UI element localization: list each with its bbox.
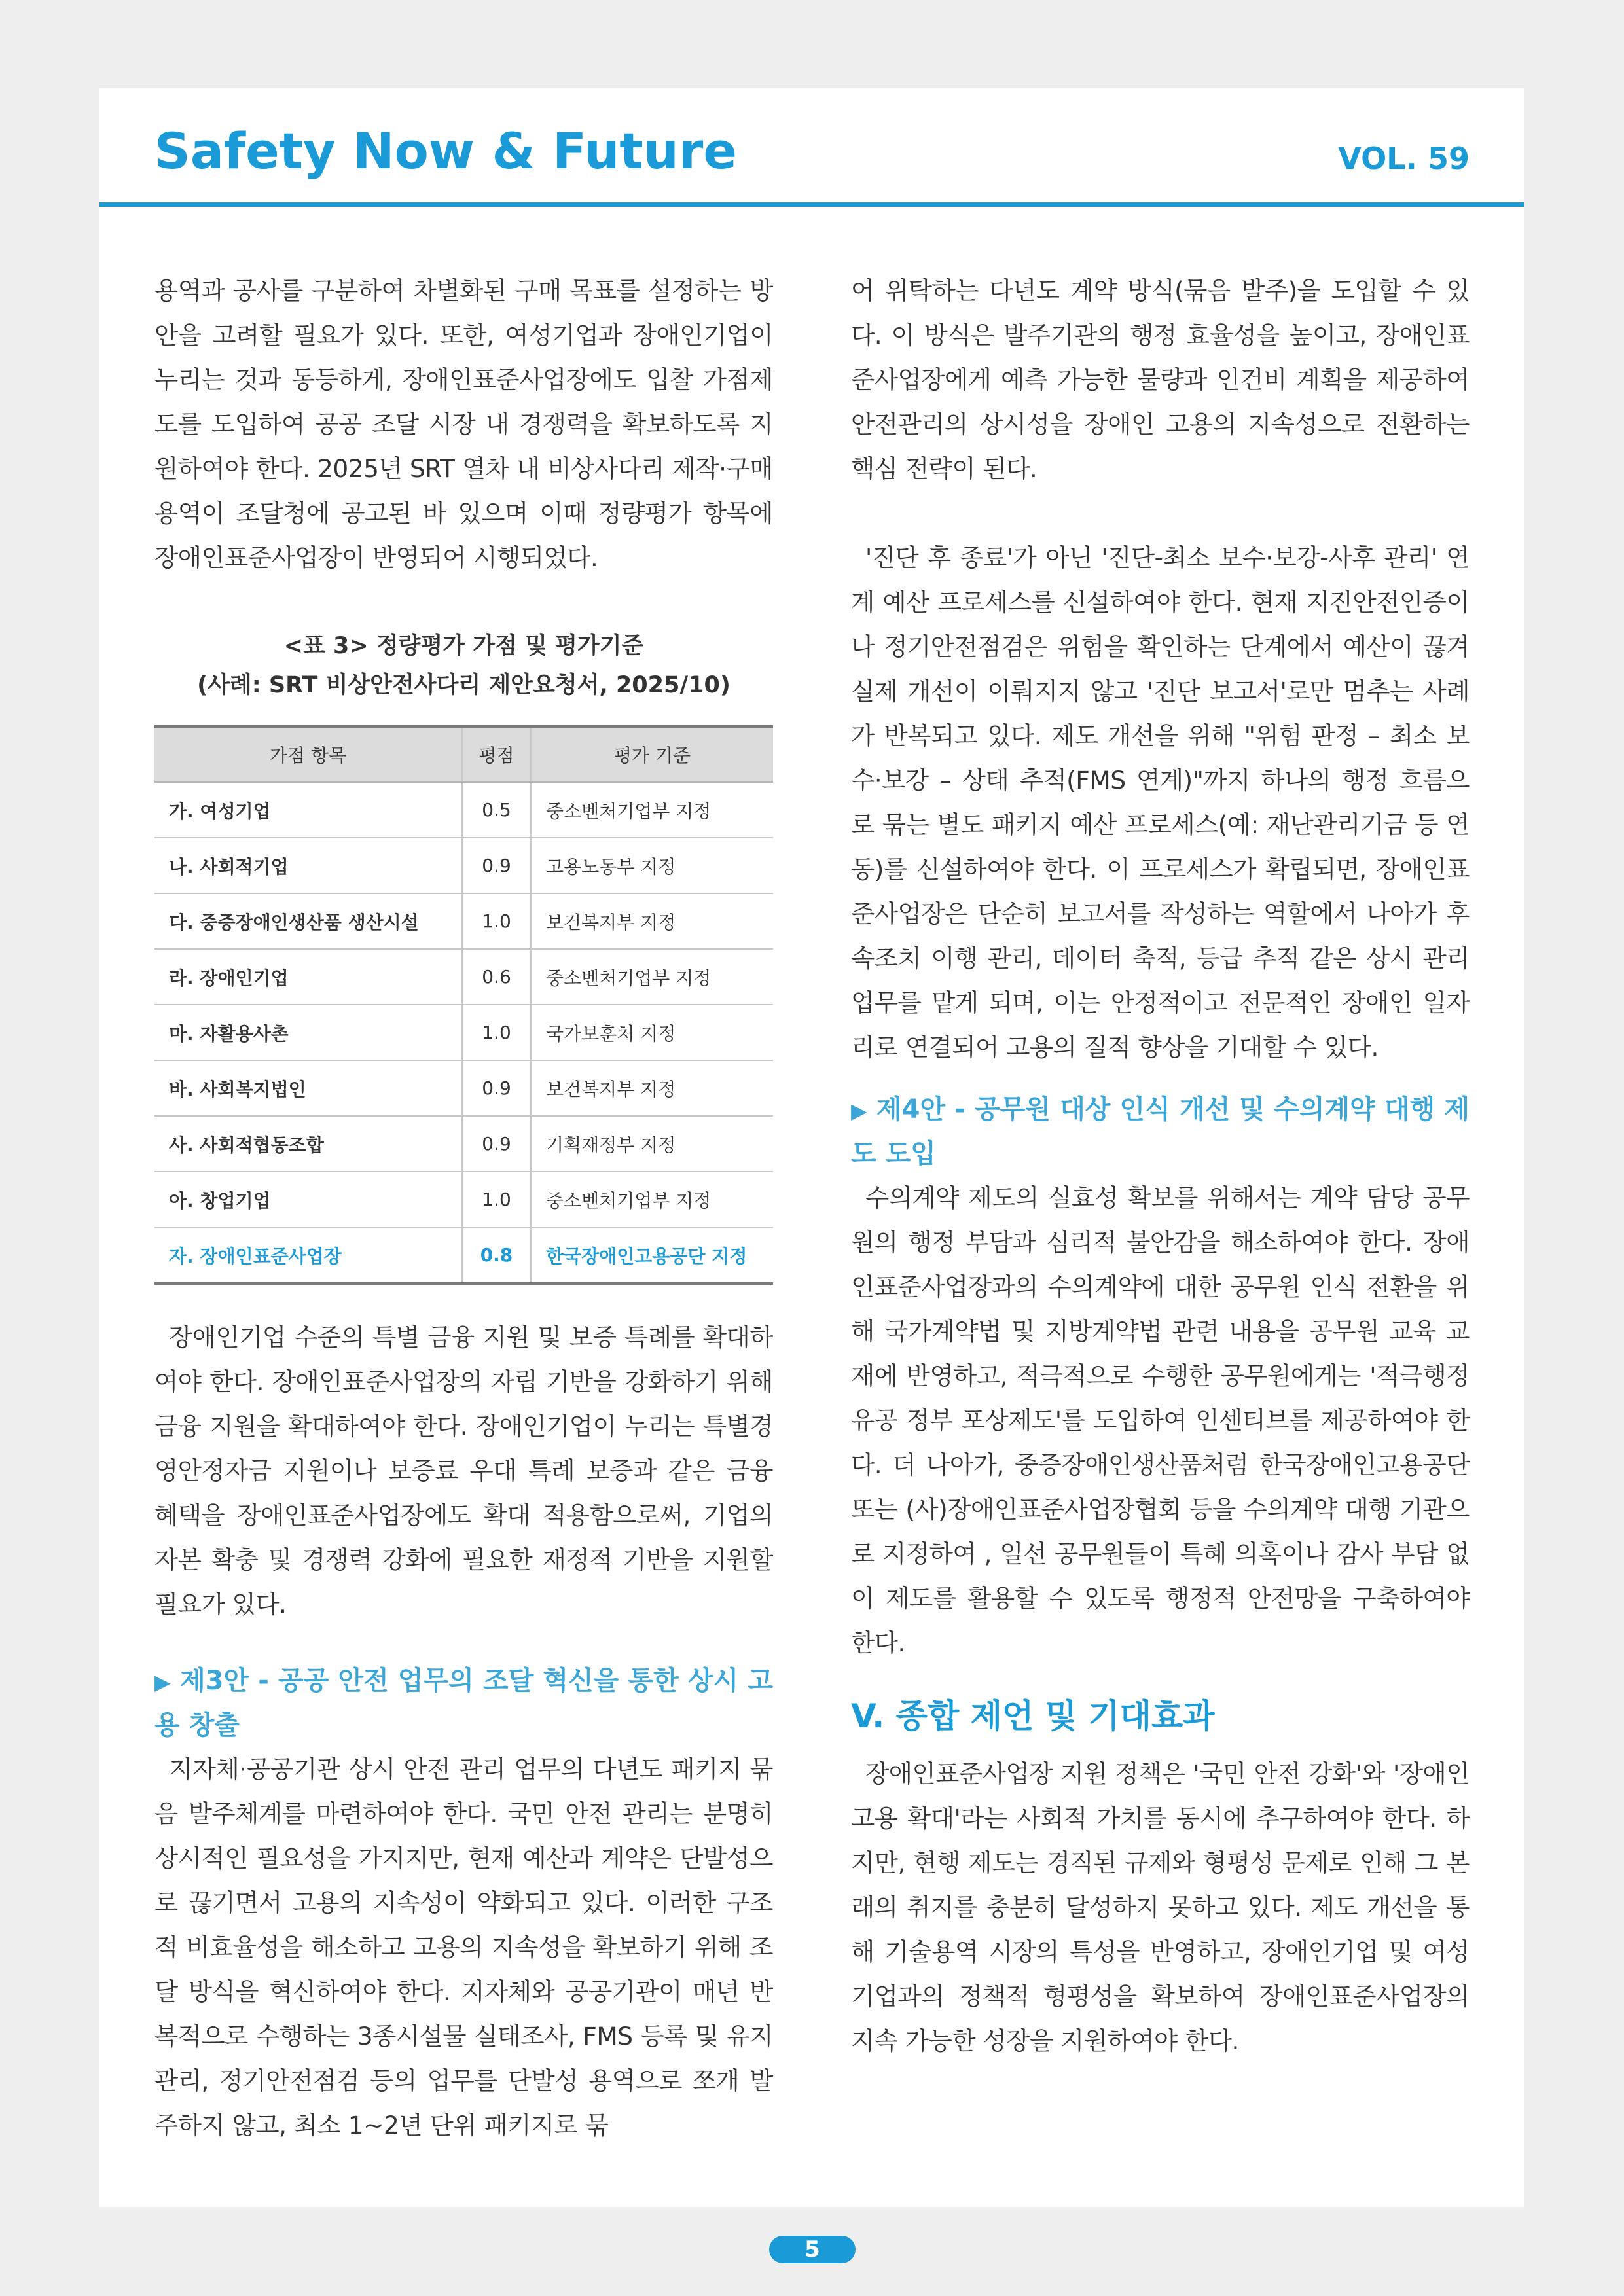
cell-score: 1.0 xyxy=(462,1005,531,1060)
cell-item: 바. 사회복지법인 xyxy=(154,1060,462,1116)
cell-score: 0.5 xyxy=(462,782,531,838)
paragraph: '진단 후 종료'가 아닌 '진단-최소 보수·보강-사후 관리' 연계 예산 프로세스를 신설하여야 한다. 현재 지진안전인증이나 정기안전점검은 위험을 확인하는 단계에서 예산이 끊겨 실제 개선이 이뤄지지 않고 '진단 보고서'로만 멈추는 사례가 반복되고 있다. 제도 개선을 위해 "위험 판정 – 최소 보수·보강 – 상태 추적(FMS 연계)"까지 하나의 행정 흐름으로 묶는 별도 패키지 예산 프로세스(예: 재난관리기금 등 연동)를 신설하여야 한다. 이 프로세스가 확립되면, 장애인표준사업장은 단순히 보고서를 작성하는 역할에서 나아가 후속조치 이행 관리, 데이터 축적, 등급 추적 같은 상시 관리 업무를 맡게 되며, 이는 안정적이고 전문적인 장애인 일자리로 연결되어 고용의 질적 향상을 기대할 수 있다. xyxy=(851,543,1470,1062)
right-column xyxy=(851,268,1470,2063)
header-score: 평점 xyxy=(462,726,531,782)
paragraph: 용역과 공사를 구분하여 차별화된 구매 목표를 설정하는 방안을 고려할 필요가 있다. 또한, 여성기업과 장애인기업이 누리는 것과 동등하게, 장애인표준사업장에도 입찰 가점제도를 도입하여 공공 조달 시장 내 경쟁력을 확보하도록 지원하여야 한다. 2025년 SRT 열차 내 비상사다리 제작·구매 용역이 조달청에 공고된 바 있으며 이때 정량평가 항목에 장애인표준사업장이 반영되어 시행되었다. xyxy=(154,276,773,572)
section-heading-text: 제4안 - 공무원 대상 인식 개선 및 수의계약 대행 제도 도입 xyxy=(851,1094,1470,1169)
cell-score: 0.6 xyxy=(462,949,531,1005)
cell-item: 사. 사회적협동조합 xyxy=(154,1116,462,1172)
cell-score: 1.0 xyxy=(462,1172,531,1227)
table-row xyxy=(154,1005,773,1060)
cell-criteria: 한국장애인고용공단 지정 xyxy=(531,1227,773,1283)
triangle-marker-icon: ▶ xyxy=(154,1670,171,1695)
cell-criteria: 고용노동부 지정 xyxy=(531,838,773,893)
evaluation-table xyxy=(154,725,773,1285)
left-column xyxy=(154,268,773,2147)
cell-criteria: 기획재정부 지정 xyxy=(531,1116,773,1172)
paragraph: 수의계약 제도의 실효성 확보를 위해서는 계약 담당 공무원의 행정 부담과 심리적 불안감을 해소하여야 한다. 장애인표준사업장과의 수의계약에 대한 공무원 인식 전환을 위해 국가계약법 및 지방계약법 관련 내용을 공무원 교육 교재에 반영하고, 적극적으로 수행한 공무원에게는 '적극행정 유공 정부 포상제도'를 도입하여 인센티브를 제공하여야 한다. 더 나아가, 중증장애인생산품처럼 한국장애인고용공단 또는 (사)장애인표준사업장협회 등을 수의계약 대행 기관으로 지정하여 , 일선 공무원들이 특혜 의혹이나 감사 부담 없이 제도를 활용할 수 있도록 행정적 안전망을 구축하여야 한다. xyxy=(851,1183,1470,1657)
cell-score: 0.9 xyxy=(462,1116,531,1172)
section-heading-3 xyxy=(154,1659,773,1747)
table-row xyxy=(154,1116,773,1172)
header-item: 가점 항목 xyxy=(154,726,462,782)
cell-criteria: 중소벤처기업부 지정 xyxy=(531,782,773,838)
cell-criteria: 중소벤처기업부 지정 xyxy=(531,1172,773,1227)
paragraph: 지자체·공공기관 상시 안전 관리 업무의 다년도 패키지 묶음 발주체계를 마련하여야 한다. 국민 안전 관리는 분명히 상시적인 필요성을 가지지만, 현재 예산과 계약은 단발성으로 끊기면서 고용의 지속성이 약화되고 있다. 이러한 구조적 비효율성을 해소하고 고용의 지속성을 확보하기 위해 조달 방식을 혁신하여야 한다. 지자체와 공공기관이 매년 반복적으로 수행하는 3종시설물 실태조사, FMS 등록 및 유지관리, 정기안전점검 등의 업무를 단발성 용역으로 쪼개 발주하지 않고, 최소 1~2년 단위 패키지로 묶 xyxy=(154,1755,773,2140)
table-row xyxy=(154,782,773,838)
header-divider xyxy=(99,202,1524,207)
table-row xyxy=(154,949,773,1005)
cell-criteria: 보건복지부 지정 xyxy=(531,893,773,949)
cell-item: 라. 장애인기업 xyxy=(154,949,462,1005)
paragraph: 장애인표준사업장 지원 정책은 '국민 안전 강화'와 '장애인 고용 확대'라는 사회적 가치를 동시에 추구하여야 한다. 하지만, 현행 제도는 경직된 규제와 형평성 문제로 인해 그 본래의 취지를 충분히 달성하지 못하고 있다. 제도 개선을 통해 기술용역 시장의 특성을 반영하고, 장애인기업 및 여성기업과의 정책적 형평성을 확보하여 장애인표준사업장의 지속 가능한 성장을 지원하여야 한다. xyxy=(851,1759,1470,2055)
cell-item: 나. 사회적기업 xyxy=(154,838,462,893)
section-heading-text: 제3안 - 공공 안전 업무의 조달 혁신을 통한 상시 고용 창출 xyxy=(154,1666,773,1740)
cell-criteria: 보건복지부 지정 xyxy=(531,1060,773,1116)
cell-item: 다. 중증장애인생산품 생산시설 xyxy=(154,893,462,949)
header-criteria: 평가 기준 xyxy=(531,726,773,782)
chapter-heading: V. 종합 제언 및 기대효과 xyxy=(851,1697,1215,1735)
cell-item: 자. 장애인표준사업장 xyxy=(154,1227,462,1283)
table-caption-subtitle: (사례: SRT 비상안전사다리 제안요청서, 2025/10) xyxy=(197,672,731,698)
table-row xyxy=(154,1060,773,1116)
cell-score: 0.8 xyxy=(462,1227,531,1283)
cell-item: 아. 창업기업 xyxy=(154,1172,462,1227)
cell-item: 마. 자활용사촌 xyxy=(154,1005,462,1060)
cell-score: 1.0 xyxy=(462,893,531,949)
cell-criteria: 중소벤처기업부 지정 xyxy=(531,949,773,1005)
table-row xyxy=(154,1172,773,1227)
triangle-marker-icon: ▶ xyxy=(851,1098,867,1123)
table-row xyxy=(154,838,773,893)
page-number-badge: 5 xyxy=(769,2236,856,2263)
volume-label: VOL. 59 xyxy=(1338,141,1470,176)
paragraph: 어 위탁하는 다년도 계약 방식(묶음 발주)을 도입할 수 있다. 이 방식은 발주기관의 행정 효율성을 높이고, 장애인표준사업장에게 예측 가능한 물량과 인건비 계획을 제공하여 안전관리의 상시성을 장애인 고용의 지속성으로 전환하는 핵심 전략이 된다. xyxy=(851,276,1470,483)
table-row-highlighted xyxy=(154,1227,773,1283)
table-row xyxy=(154,893,773,949)
cell-score: 0.9 xyxy=(462,838,531,893)
cell-criteria: 국가보훈처 지정 xyxy=(531,1005,773,1060)
magazine-title: Safety Now & Future xyxy=(154,122,737,180)
cell-score: 0.9 xyxy=(462,1060,531,1116)
table-header-row xyxy=(154,726,773,782)
cell-item: 가. 여성기업 xyxy=(154,782,462,838)
table-caption-title: <표 3> 정량평가 가점 및 평가기준 xyxy=(283,633,644,659)
paragraph: 장애인기업 수준의 특별 금융 지원 및 보증 특례를 확대하여야 한다. 장애인표준사업장의 자립 기반을 강화하기 위해 금융 지원을 확대하여야 한다. 장애인기업이 누리는 특별경영안정자금 지원이나 보증료 우대 특례 보증과 같은 금융 혜택을 장애인표준사업장에도 확대 적용함으로써, 기업의 자본 확충 및 경쟁력 강화에 필요한 재정적 기반을 지원할 필요가 있다. xyxy=(154,1323,773,1619)
section-heading-4 xyxy=(851,1088,1470,1175)
